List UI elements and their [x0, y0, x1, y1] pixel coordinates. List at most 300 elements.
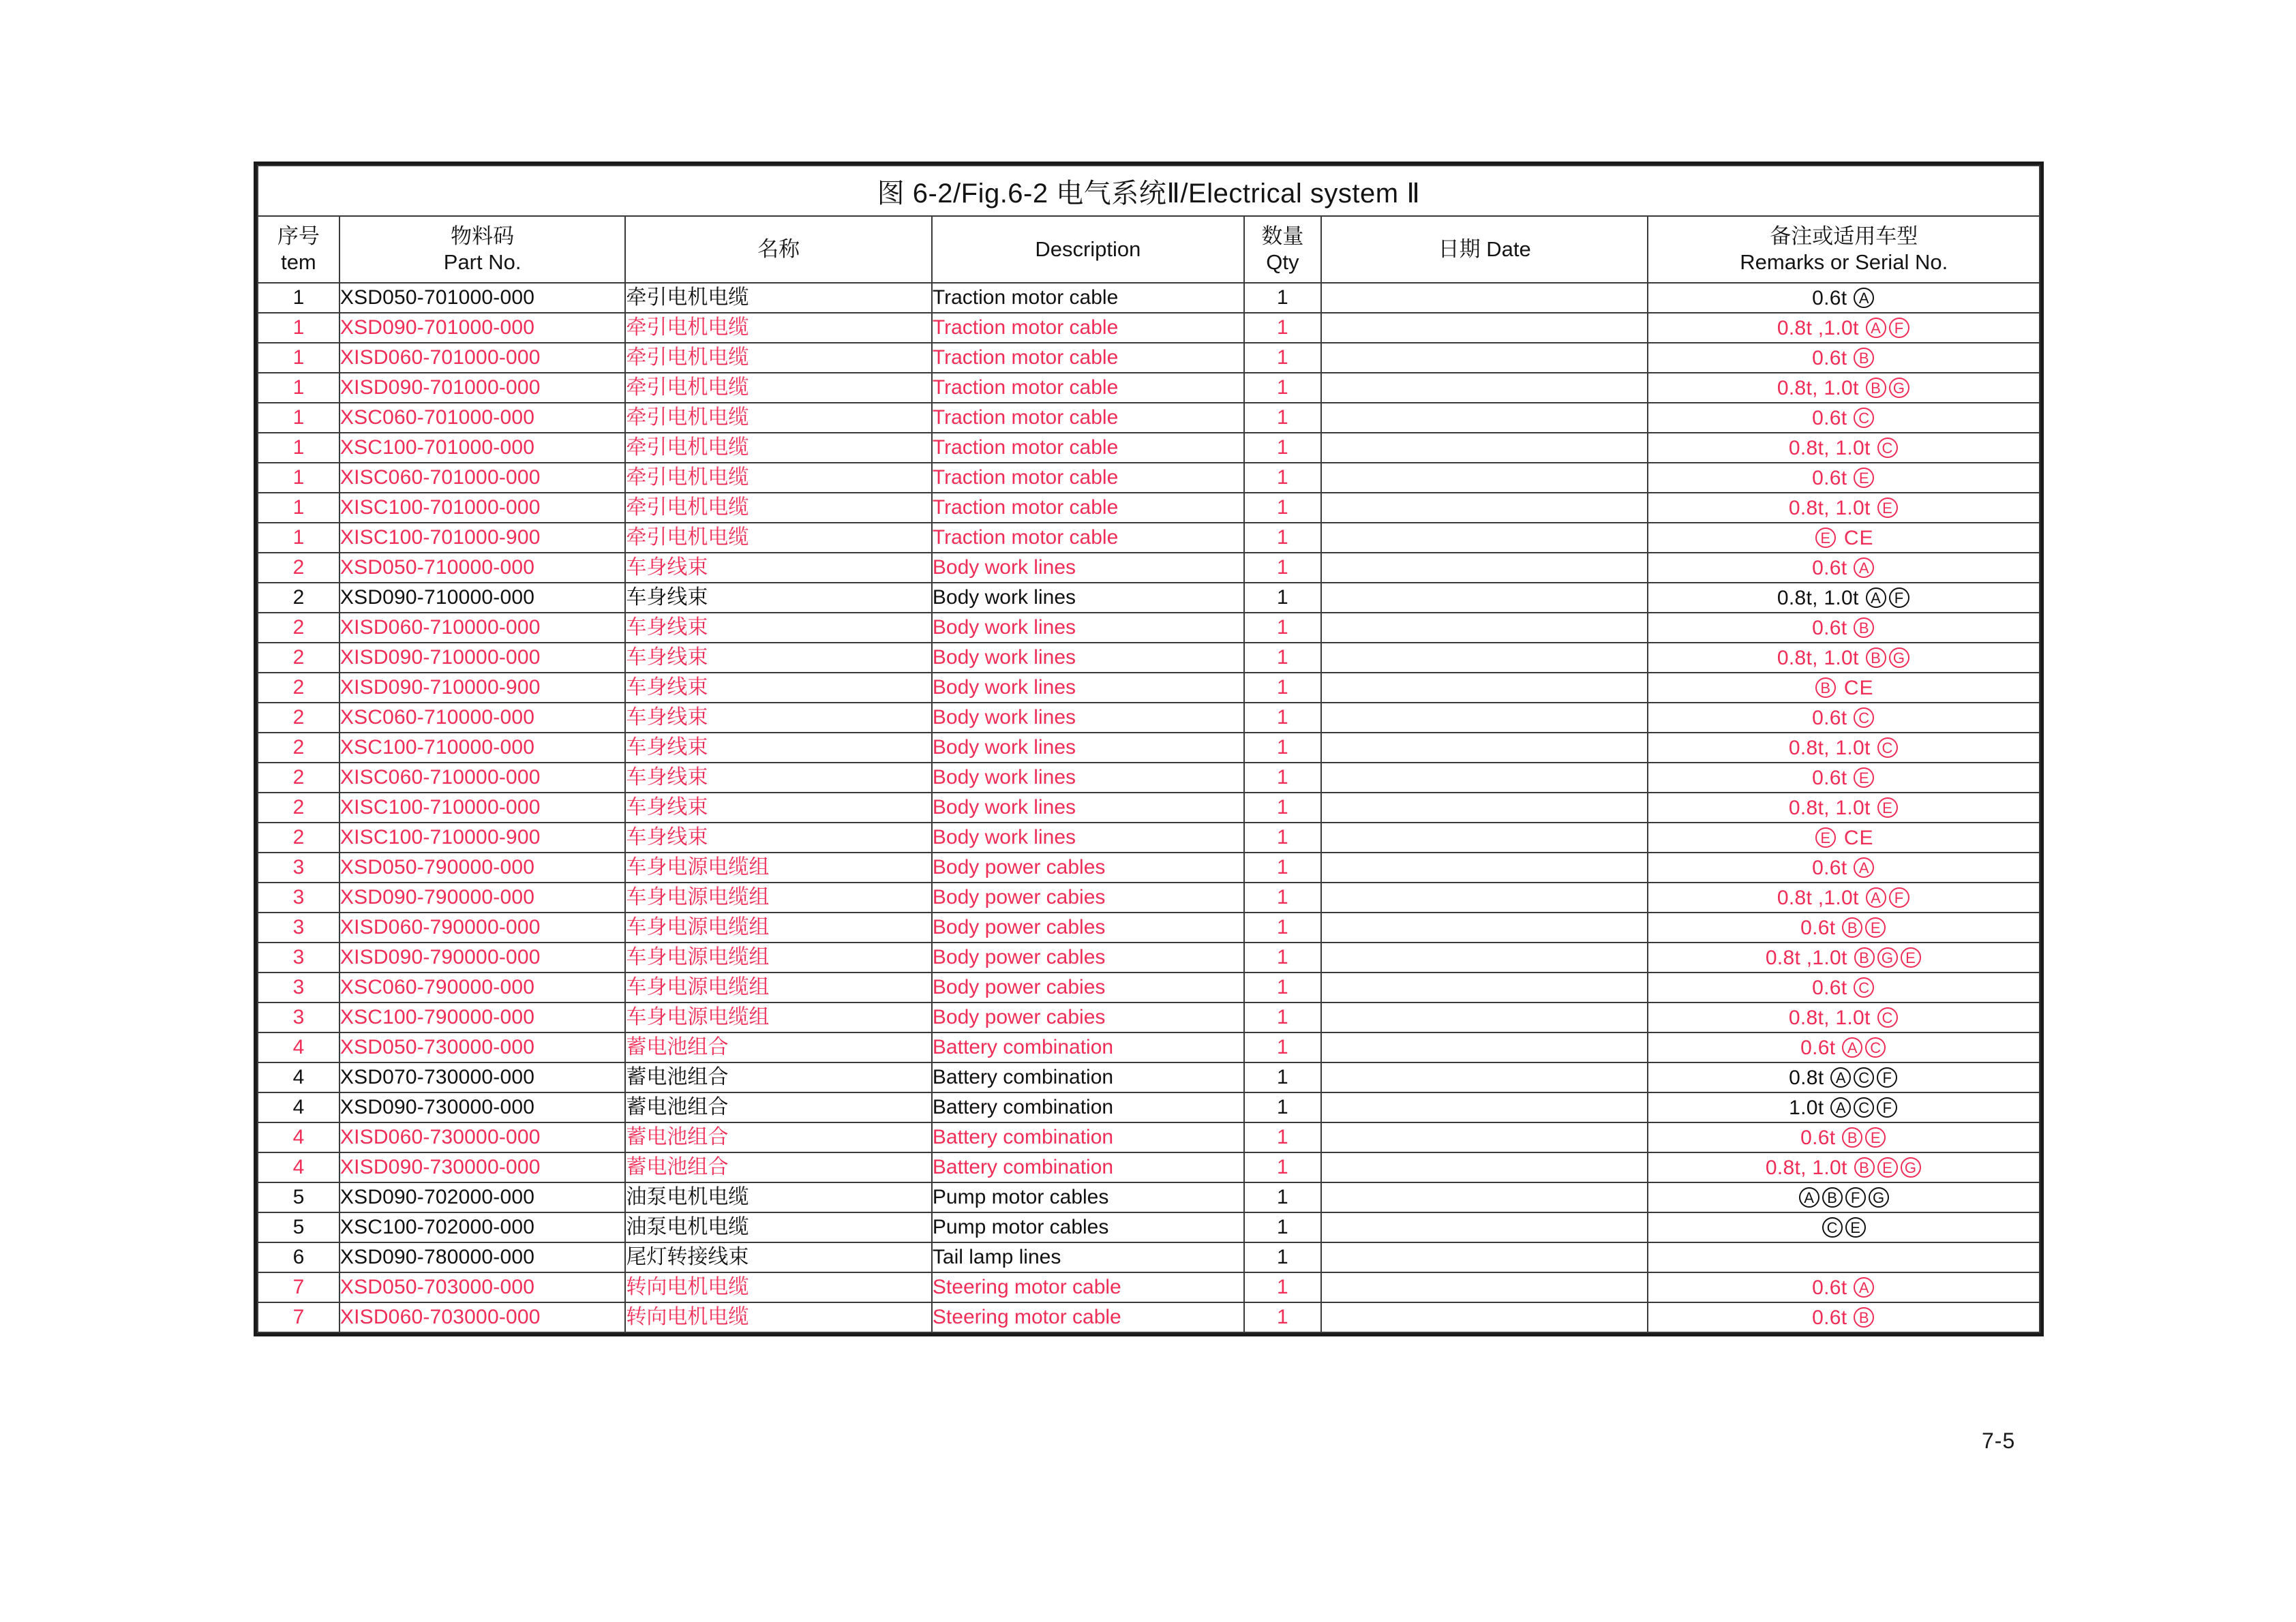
cell-name: 车身电源电缆组 — [625, 973, 932, 1003]
cell-qty: 1 — [1244, 1003, 1321, 1032]
remark-code-badge: E — [1854, 767, 1874, 788]
cell-part-no: XISD090-790000-000 — [339, 943, 626, 973]
cell-date — [1321, 703, 1648, 733]
cell-date — [1321, 1122, 1648, 1152]
table-row — [258, 1032, 2040, 1062]
remark-weight: 0.6t — [1812, 706, 1847, 729]
remark-weight: 0.8t, 1.0t — [1777, 376, 1859, 399]
cell-remarks — [1648, 973, 2040, 1003]
cell-remarks — [1648, 613, 2040, 643]
remark-weight: 0.8t, 1.0t — [1788, 496, 1871, 519]
cell-part-no: XISD060-730000-000 — [339, 1122, 626, 1152]
table-row — [258, 433, 2040, 463]
table-row — [258, 1272, 2040, 1302]
cell-date — [1321, 853, 1648, 883]
cell-item: 4 — [258, 1152, 339, 1182]
cell-description: Body work lines — [932, 823, 1244, 853]
cell-name: 车身电源电缆组 — [625, 853, 932, 883]
remark-code-badge: C — [1877, 1007, 1898, 1028]
cell-name: 车身线束 — [625, 583, 932, 613]
remark-code-badge: B — [1822, 1187, 1843, 1208]
cell-description: Battery combination — [932, 1122, 1244, 1152]
remark-code-badge: F — [1889, 887, 1909, 908]
col-header-item — [258, 216, 339, 283]
cell-qty: 1 — [1244, 643, 1321, 673]
table-row — [258, 763, 2040, 793]
cell-remarks — [1648, 553, 2040, 583]
cell-qty: 1 — [1244, 733, 1321, 763]
cell-remarks — [1648, 343, 2040, 373]
cell-description: Body work lines — [932, 583, 1244, 613]
table-title-row — [258, 166, 2040, 216]
cell-name: 车身线束 — [625, 703, 932, 733]
cell-name: 转向电机电缆 — [625, 1272, 932, 1302]
cell-remarks — [1648, 1122, 2040, 1152]
cell-item: 4 — [258, 1092, 339, 1122]
remark-code-badge: G — [1889, 647, 1909, 668]
cell-item: 3 — [258, 883, 339, 913]
table-row — [258, 733, 2040, 763]
cell-date — [1321, 1032, 1648, 1062]
remark-code-badge: F — [1889, 587, 1909, 608]
cell-part-no: XISC100-701000-900 — [339, 523, 626, 553]
cell-date — [1321, 1062, 1648, 1092]
cell-part-no: XSD050-710000-000 — [339, 553, 626, 583]
cell-qty: 1 — [1244, 283, 1321, 313]
cell-date — [1321, 973, 1648, 1003]
remark-code-badge: E — [1877, 797, 1898, 818]
cell-item: 1 — [258, 463, 339, 493]
table-row — [258, 493, 2040, 523]
col-header-qty-en: Qty — [1266, 250, 1299, 274]
remark-weight: 0.6t — [1812, 856, 1847, 879]
remark-code-badge: F — [1889, 318, 1909, 338]
table-row — [258, 343, 2040, 373]
table-row — [258, 1242, 2040, 1272]
table-row — [258, 853, 2040, 883]
cell-remarks — [1648, 673, 2040, 703]
cell-qty: 1 — [1244, 523, 1321, 553]
cell-description: Body power cables — [932, 853, 1244, 883]
remark-code-badge: C — [1877, 737, 1898, 758]
remark-code-badge: E — [1877, 1157, 1898, 1178]
remark-code-badge: B — [1854, 617, 1874, 638]
cell-name: 车身电源电缆组 — [625, 913, 932, 943]
cell-item: 1 — [258, 493, 339, 523]
cell-description: Body power cabies — [932, 1003, 1244, 1032]
cell-description: Battery combination — [932, 1092, 1244, 1122]
cell-qty: 1 — [1244, 1062, 1321, 1092]
table-row — [258, 673, 2040, 703]
col-header-date — [1321, 216, 1648, 283]
remark-weight: 0.6t — [1800, 916, 1836, 939]
cell-qty: 1 — [1244, 613, 1321, 643]
remark-code-badge: G — [1869, 1187, 1889, 1208]
col-header-qty-cn: 数量 — [1261, 224, 1304, 249]
cell-remarks — [1648, 433, 2040, 463]
cell-remarks — [1648, 1212, 2040, 1242]
page-number: 7-5 — [1982, 1428, 2016, 1453]
cell-remarks — [1648, 793, 2040, 823]
remark-code-badge: A — [1842, 1037, 1862, 1058]
cell-name: 车身电源电缆组 — [625, 943, 932, 973]
remark-code-badge: F — [1877, 1097, 1897, 1118]
remark-code-badge: B — [1866, 647, 1886, 668]
cell-name: 车身线束 — [625, 643, 932, 673]
cell-qty: 1 — [1244, 973, 1321, 1003]
cell-qty: 1 — [1244, 763, 1321, 793]
col-header-part-no-cn: 物料码 — [451, 224, 515, 249]
cell-name: 牵引电机电缆 — [625, 493, 932, 523]
cell-part-no: XISD090-710000-000 — [339, 643, 626, 673]
cell-description: Battery combination — [932, 1062, 1244, 1092]
cell-remarks — [1648, 733, 2040, 763]
cell-remarks — [1648, 373, 2040, 403]
table-row — [258, 943, 2040, 973]
remark-weight: 0.8t, 1.0t — [1788, 736, 1871, 759]
cell-qty: 1 — [1244, 883, 1321, 913]
cell-name: 车身线束 — [625, 763, 932, 793]
cell-item: 1 — [258, 283, 339, 313]
cell-part-no: XSC060-701000-000 — [339, 403, 626, 433]
cell-item: 1 — [258, 523, 339, 553]
cell-date — [1321, 1152, 1648, 1182]
cell-date — [1321, 523, 1648, 553]
remark-code-badge: G — [1901, 1157, 1921, 1178]
cell-date — [1321, 613, 1648, 643]
remark-code-badge: A — [1854, 557, 1874, 578]
cell-description: Traction motor cable — [932, 283, 1244, 313]
cell-remarks — [1648, 313, 2040, 343]
remark-code-badge: C — [1854, 707, 1874, 728]
table-row — [258, 1302, 2040, 1332]
cell-qty: 1 — [1244, 463, 1321, 493]
cell-name: 车身线束 — [625, 733, 932, 763]
cell-item: 4 — [258, 1122, 339, 1152]
cell-qty: 1 — [1244, 1122, 1321, 1152]
cell-date — [1321, 1003, 1648, 1032]
cell-item: 4 — [258, 1032, 339, 1062]
remark-code-badge: A — [1854, 857, 1874, 878]
table-row — [258, 1122, 2040, 1152]
table-row — [258, 823, 2040, 853]
cell-remarks — [1648, 1182, 2040, 1212]
cell-name: 尾灯转接线束 — [625, 1242, 932, 1272]
cell-item: 2 — [258, 823, 339, 853]
cell-part-no: XSC100-790000-000 — [339, 1003, 626, 1032]
cell-remarks — [1648, 1062, 2040, 1092]
cell-qty: 1 — [1244, 1242, 1321, 1272]
cell-remarks — [1648, 463, 2040, 493]
remark-weight: 0.6t — [1812, 346, 1847, 369]
remark-code-badge: G — [1889, 378, 1909, 398]
remark-weight: 0.8t, 1.0t — [1788, 796, 1871, 819]
remark-code-badge: A — [1866, 587, 1886, 608]
cell-part-no: XSC100-702000-000 — [339, 1212, 626, 1242]
table-row — [258, 373, 2040, 403]
cell-date — [1321, 313, 1648, 343]
table-row — [258, 1152, 2040, 1182]
cell-remarks — [1648, 853, 2040, 883]
cell-qty: 1 — [1244, 1152, 1321, 1182]
cell-item: 2 — [258, 793, 339, 823]
table-row — [258, 1182, 2040, 1212]
cell-part-no: XISC060-701000-000 — [339, 463, 626, 493]
cell-item: 7 — [258, 1302, 339, 1332]
cell-remarks — [1648, 1272, 2040, 1302]
cell-remarks — [1648, 823, 2040, 853]
cell-remarks — [1648, 1092, 2040, 1122]
remark-code-badge: C — [1822, 1217, 1843, 1238]
col-header-name — [625, 216, 932, 283]
cell-remarks — [1648, 763, 2040, 793]
table-row — [258, 973, 2040, 1003]
cell-description: Traction motor cable — [932, 523, 1244, 553]
remark-code-badge: E — [1865, 917, 1886, 938]
remark-code-badge: A — [1799, 1187, 1819, 1208]
remark-code-badge: G — [1877, 947, 1898, 968]
cell-remarks — [1648, 493, 2040, 523]
table-row — [258, 463, 2040, 493]
cell-description: Traction motor cable — [932, 403, 1244, 433]
cell-description: Body power cabies — [932, 883, 1244, 913]
cell-item: 3 — [258, 973, 339, 1003]
cell-description: Body work lines — [932, 733, 1244, 763]
cell-description: Body work lines — [932, 553, 1244, 583]
cell-part-no: XSD090-780000-000 — [339, 1242, 626, 1272]
cell-remarks — [1648, 883, 2040, 913]
cell-name: 蓄电池组合 — [625, 1122, 932, 1152]
col-header-qty — [1244, 216, 1321, 283]
cell-description: Body power cables — [932, 913, 1244, 943]
cell-date — [1321, 943, 1648, 973]
cell-date — [1321, 1272, 1648, 1302]
cell-item: 3 — [258, 853, 339, 883]
cell-item: 2 — [258, 703, 339, 733]
cell-part-no: XISC060-710000-000 — [339, 763, 626, 793]
col-header-description — [932, 216, 1244, 283]
remark-weight: 0.6t — [1800, 1126, 1836, 1149]
col-header-part-no — [339, 216, 626, 283]
cell-qty: 1 — [1244, 1272, 1321, 1302]
table-row — [258, 283, 2040, 313]
remark-code-badge: F — [1877, 1067, 1897, 1088]
remark-weight: 0.6t — [1812, 466, 1847, 489]
cell-remarks — [1648, 283, 2040, 313]
cell-part-no: XSD090-702000-000 — [339, 1182, 626, 1212]
cell-date — [1321, 283, 1648, 313]
remark-code-badge: A — [1854, 1277, 1874, 1298]
remark-weight: 0.6t — [1812, 286, 1847, 309]
cell-description: Body work lines — [932, 673, 1244, 703]
remark-code-badge: B — [1854, 1157, 1875, 1178]
cell-remarks — [1648, 703, 2040, 733]
cell-description: Pump motor cables — [932, 1212, 1244, 1242]
cell-date — [1321, 373, 1648, 403]
cell-name: 牵引电机电缆 — [625, 283, 932, 313]
remark-ce-mark: CE — [1843, 676, 1874, 699]
cell-item: 1 — [258, 433, 339, 463]
cell-part-no: XSD070-730000-000 — [339, 1062, 626, 1092]
remark-code-badge: B — [1842, 1127, 1862, 1148]
cell-part-no: XISC100-710000-900 — [339, 823, 626, 853]
cell-date — [1321, 433, 1648, 463]
cell-qty: 1 — [1244, 553, 1321, 583]
cell-date — [1321, 553, 1648, 583]
col-header-item-cn: 序号 — [277, 224, 320, 249]
cell-date — [1321, 913, 1648, 943]
table-row — [258, 1062, 2040, 1092]
cell-date — [1321, 673, 1648, 703]
remark-code-badge: B — [1866, 378, 1886, 398]
col-header-description-en: Description — [1035, 237, 1141, 262]
cell-description: Traction motor cable — [932, 343, 1244, 373]
table-row — [258, 703, 2040, 733]
cell-part-no: XISC100-710000-000 — [339, 793, 626, 823]
cell-name: 蓄电池组合 — [625, 1092, 932, 1122]
cell-date — [1321, 403, 1648, 433]
remark-weight: 0.6t — [1812, 766, 1847, 789]
col-header-remarks-en: Remarks or Serial No. — [1740, 250, 1948, 274]
cell-item: 2 — [258, 643, 339, 673]
cell-name: 牵引电机电缆 — [625, 523, 932, 553]
cell-date — [1321, 343, 1648, 373]
cell-qty: 1 — [1244, 583, 1321, 613]
remark-weight: 0.8t, 1.0t — [1788, 1006, 1871, 1029]
cell-name: 牵引电机电缆 — [625, 313, 932, 343]
cell-item: 5 — [258, 1212, 339, 1242]
remark-code-badge: F — [1845, 1187, 1866, 1208]
cell-qty: 1 — [1244, 913, 1321, 943]
remark-code-badge: B — [1854, 947, 1875, 968]
cell-description: Body work lines — [932, 613, 1244, 643]
remark-weight: 0.8t ,1.0t — [1765, 946, 1847, 969]
cell-item: 3 — [258, 913, 339, 943]
remark-code-badge: A — [1866, 318, 1886, 338]
remark-weight: 1.0t — [1789, 1096, 1824, 1119]
cell-date — [1321, 1182, 1648, 1212]
cell-qty: 1 — [1244, 673, 1321, 703]
cell-item: 2 — [258, 613, 339, 643]
cell-date — [1321, 1092, 1648, 1122]
table-row — [258, 313, 2040, 343]
cell-date — [1321, 763, 1648, 793]
cell-description: Body work lines — [932, 703, 1244, 733]
remark-code-badge: C — [1877, 438, 1898, 458]
cell-part-no: XSC100-710000-000 — [339, 733, 626, 763]
remark-code-badge: C — [1854, 1067, 1874, 1088]
cell-remarks — [1648, 523, 2040, 553]
cell-date — [1321, 823, 1648, 853]
cell-qty: 1 — [1244, 703, 1321, 733]
remark-weight: 0.6t — [1812, 1276, 1847, 1299]
table-row — [258, 613, 2040, 643]
cell-description: Body power cables — [932, 943, 1244, 973]
cell-description: Steering motor cable — [932, 1272, 1244, 1302]
remark-weight: 0.8t, 1.0t — [1788, 436, 1871, 459]
cell-name: 蓄电池组合 — [625, 1062, 932, 1092]
cell-qty: 1 — [1244, 313, 1321, 343]
figure-title: 图 6-2/Fig.6-2 电气系统Ⅱ/Electrical system Ⅱ — [258, 166, 2040, 216]
cell-part-no: XISD060-790000-000 — [339, 913, 626, 943]
cell-description: Tail lamp lines — [932, 1242, 1244, 1272]
remark-weight: 0.8t, 1.0t — [1765, 1156, 1847, 1179]
remark-ce-mark: CE — [1843, 526, 1874, 549]
col-header-item-en: tem — [281, 250, 316, 274]
cell-remarks — [1648, 1242, 2040, 1272]
remark-code-badge: B — [1854, 1307, 1874, 1328]
cell-name: 牵引电机电缆 — [625, 463, 932, 493]
cell-description: Battery combination — [932, 1152, 1244, 1182]
cell-name: 车身线束 — [625, 673, 932, 703]
cell-qty: 1 — [1244, 823, 1321, 853]
remark-weight: 0.8t — [1789, 1066, 1824, 1089]
remark-code-badge: B — [1842, 917, 1862, 938]
table-header-row — [258, 216, 2040, 283]
remark-code-badge: E — [1901, 947, 1921, 968]
remark-code-badge: C — [1854, 408, 1874, 428]
cell-part-no: XSD050-790000-000 — [339, 853, 626, 883]
col-header-part-no-en: Part No. — [443, 250, 522, 274]
table-row — [258, 643, 2040, 673]
cell-item: 2 — [258, 733, 339, 763]
cell-name: 车身线束 — [625, 553, 932, 583]
cell-description: Battery combination — [932, 1032, 1244, 1062]
remark-weight: 0.8t, 1.0t — [1777, 646, 1859, 669]
cell-date — [1321, 1242, 1648, 1272]
cell-part-no: XSD050-730000-000 — [339, 1032, 626, 1062]
cell-part-no: XSD090-790000-000 — [339, 883, 626, 913]
cell-name: 车身电源电缆组 — [625, 1003, 932, 1032]
cell-item: 1 — [258, 373, 339, 403]
cell-description: Steering motor cable — [932, 1302, 1244, 1332]
cell-part-no: XISD060-710000-000 — [339, 613, 626, 643]
cell-remarks — [1648, 403, 2040, 433]
remark-ce-mark: CE — [1843, 826, 1874, 849]
cell-qty: 1 — [1244, 493, 1321, 523]
cell-qty: 1 — [1244, 403, 1321, 433]
remark-code-badge: A — [1854, 288, 1874, 308]
cell-qty: 1 — [1244, 373, 1321, 403]
cell-name: 牵引电机电缆 — [625, 343, 932, 373]
cell-description: Body work lines — [932, 643, 1244, 673]
cell-item: 1 — [258, 403, 339, 433]
col-header-remarks-cn: 备注或适用车型 — [1770, 224, 1918, 249]
cell-name: 转向电机电缆 — [625, 1302, 932, 1332]
cell-description: Traction motor cable — [932, 313, 1244, 343]
remark-code-badge: E — [1854, 468, 1874, 488]
cell-name: 蓄电池组合 — [625, 1152, 932, 1182]
cell-description: Traction motor cable — [932, 493, 1244, 523]
cell-date — [1321, 793, 1648, 823]
cell-remarks — [1648, 913, 2040, 943]
cell-item: 1 — [258, 343, 339, 373]
cell-name: 蓄电池组合 — [625, 1032, 932, 1062]
cell-qty: 1 — [1244, 1092, 1321, 1122]
remark-code-badge: A — [1830, 1067, 1851, 1088]
cell-name: 油泵电机电缆 — [625, 1182, 932, 1212]
cell-date — [1321, 883, 1648, 913]
col-header-date-en: 日期 Date — [1438, 237, 1531, 262]
cell-qty: 1 — [1244, 853, 1321, 883]
cell-item: 4 — [258, 1062, 339, 1092]
remark-code-badge: E — [1815, 827, 1836, 848]
cell-item: 3 — [258, 943, 339, 973]
cell-qty: 1 — [1244, 1182, 1321, 1212]
cell-remarks — [1648, 1032, 2040, 1062]
remark-code-badge: E — [1845, 1217, 1866, 1238]
col-header-name-cn: 名称 — [757, 237, 800, 262]
